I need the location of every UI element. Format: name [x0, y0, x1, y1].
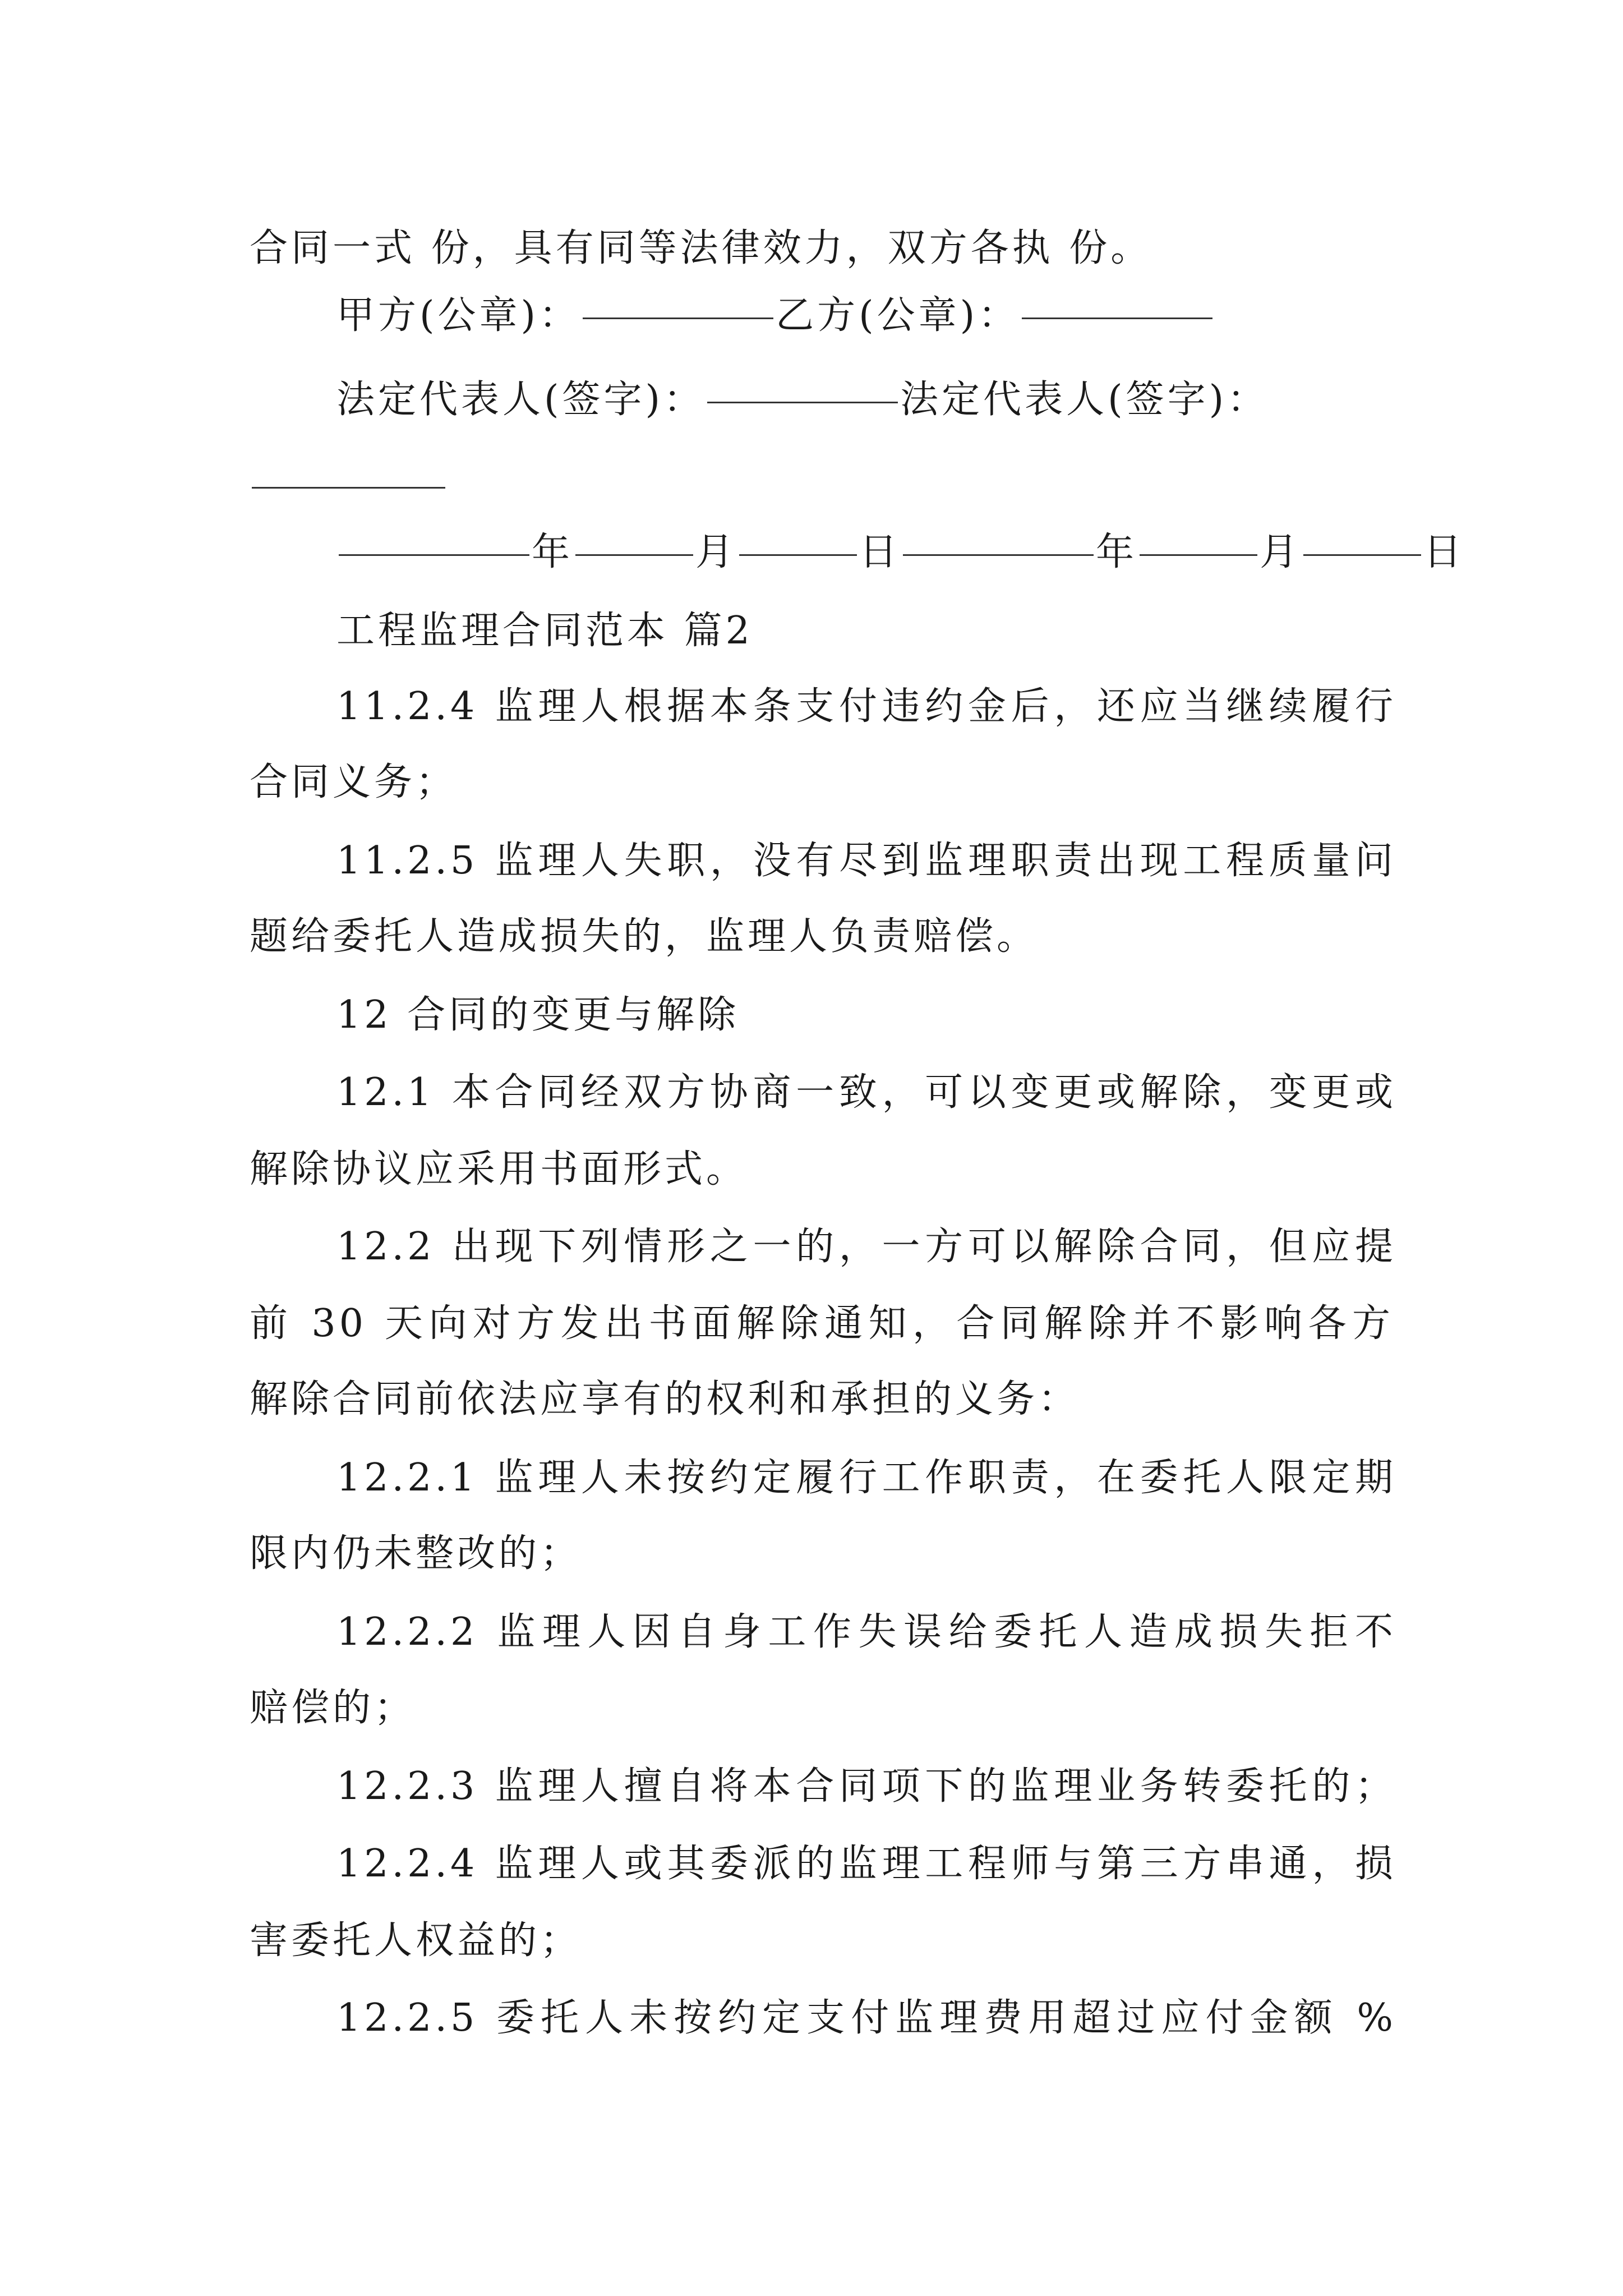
clause-12-2-1-line-2: 限内仍未整改的； [250, 1531, 582, 1576]
clause-11-2-4-line-1: 11.2.4 监理人根据本条支付违约金后，还应当继续履行 [336, 684, 1396, 729]
date-a-month-blank [575, 554, 693, 556]
clause-12-2-1-line-1: 12.2.1 监理人未按约定履行工作职责，在委托人限定期 [336, 1456, 1396, 1500]
date-b-year-blank [903, 554, 1094, 556]
date-b-year: 年 [1096, 530, 1138, 574]
party-b-seal-label: 乙方(公章)： [776, 293, 1020, 338]
clause-12-1-line-2: 解除协议应采用书面形式。 [250, 1147, 748, 1191]
clause-12-2-line-2: 前 30 天向对方发出书面解除通知，合同解除并不影响各方 [250, 1301, 1394, 1346]
clause-12-heading: 12 合同的变更与解除 [336, 993, 740, 1037]
legal-rep-b-label: 法定代表人(签字)： [900, 378, 1269, 422]
clause-12-2-4-line-2: 害委托人权益的； [250, 1918, 582, 1963]
date-line [336, 522, 1465, 583]
party-b-seal-blank [1022, 318, 1212, 319]
clause-12-2-4-line-1: 12.2.4 监理人或其委派的监理工程师与第三方串通，损 [336, 1842, 1396, 1886]
legal-rep-line [336, 369, 1396, 431]
date-b-month-blank [1140, 554, 1257, 556]
clause-12-2-2-line-2: 赔偿的； [250, 1686, 416, 1730]
date-a-day: 日 [859, 530, 901, 574]
party-a-seal-blank [583, 318, 773, 319]
clause-12-2-line-3: 解除合同前依法应享有的权利和承担的义务： [250, 1377, 1080, 1421]
section-heading: 工程监理合同范本 篇2 [336, 609, 753, 653]
date-b-day-blank [1303, 554, 1421, 556]
party-a-seal-label: 甲方(公章)： [336, 293, 581, 338]
date-a-year-blank [339, 554, 529, 556]
clause-11-2-5-line-1: 11.2.5 监理人失职，没有尽到监理职责出现工程质量问 [336, 839, 1396, 883]
clause-12-2-3-line: 12.2.3 监理人擅自将本合同项下的监理业务转委托的； [336, 1764, 1396, 1809]
legal-rep-a-label: 法定代表人(签字)： [336, 378, 706, 422]
legal-rep-b-blank [252, 487, 445, 489]
clause-12-2-2-line-1: 12.2.2 监理人因自身工作失误给委托人造成损失拒不 [336, 1610, 1396, 1654]
date-a-year: 年 [532, 530, 574, 574]
seal-line [336, 285, 1396, 347]
clause-12-2-5-line: 12.2.5 委托人未按约定支付监理费用超过应付金额 % [336, 1996, 1396, 2040]
date-b-month: 月 [1260, 530, 1302, 574]
legal-rep-a-blank [707, 402, 898, 403]
clause-11-2-4-line-2: 合同义务； [250, 760, 458, 804]
clause-12-1-line-1: 12.1 本合同经双方协商一致，可以变更或解除，变更或 [336, 1070, 1396, 1115]
date-a-day-blank [739, 554, 857, 556]
clause-11-2-5-line-2: 题给委托人造成损失的，监理人负责赔偿。 [250, 914, 1039, 959]
clause-12-2-line-1: 12.2 出现下列情形之一的，一方可以解除合同，但应提 [336, 1225, 1396, 1269]
date-a-month: 月 [695, 530, 737, 574]
date-b-day: 日 [1423, 530, 1465, 574]
text-line-copies: 合同一式 份，具有同等法律效力，双方各执 份。 [250, 226, 1152, 270]
